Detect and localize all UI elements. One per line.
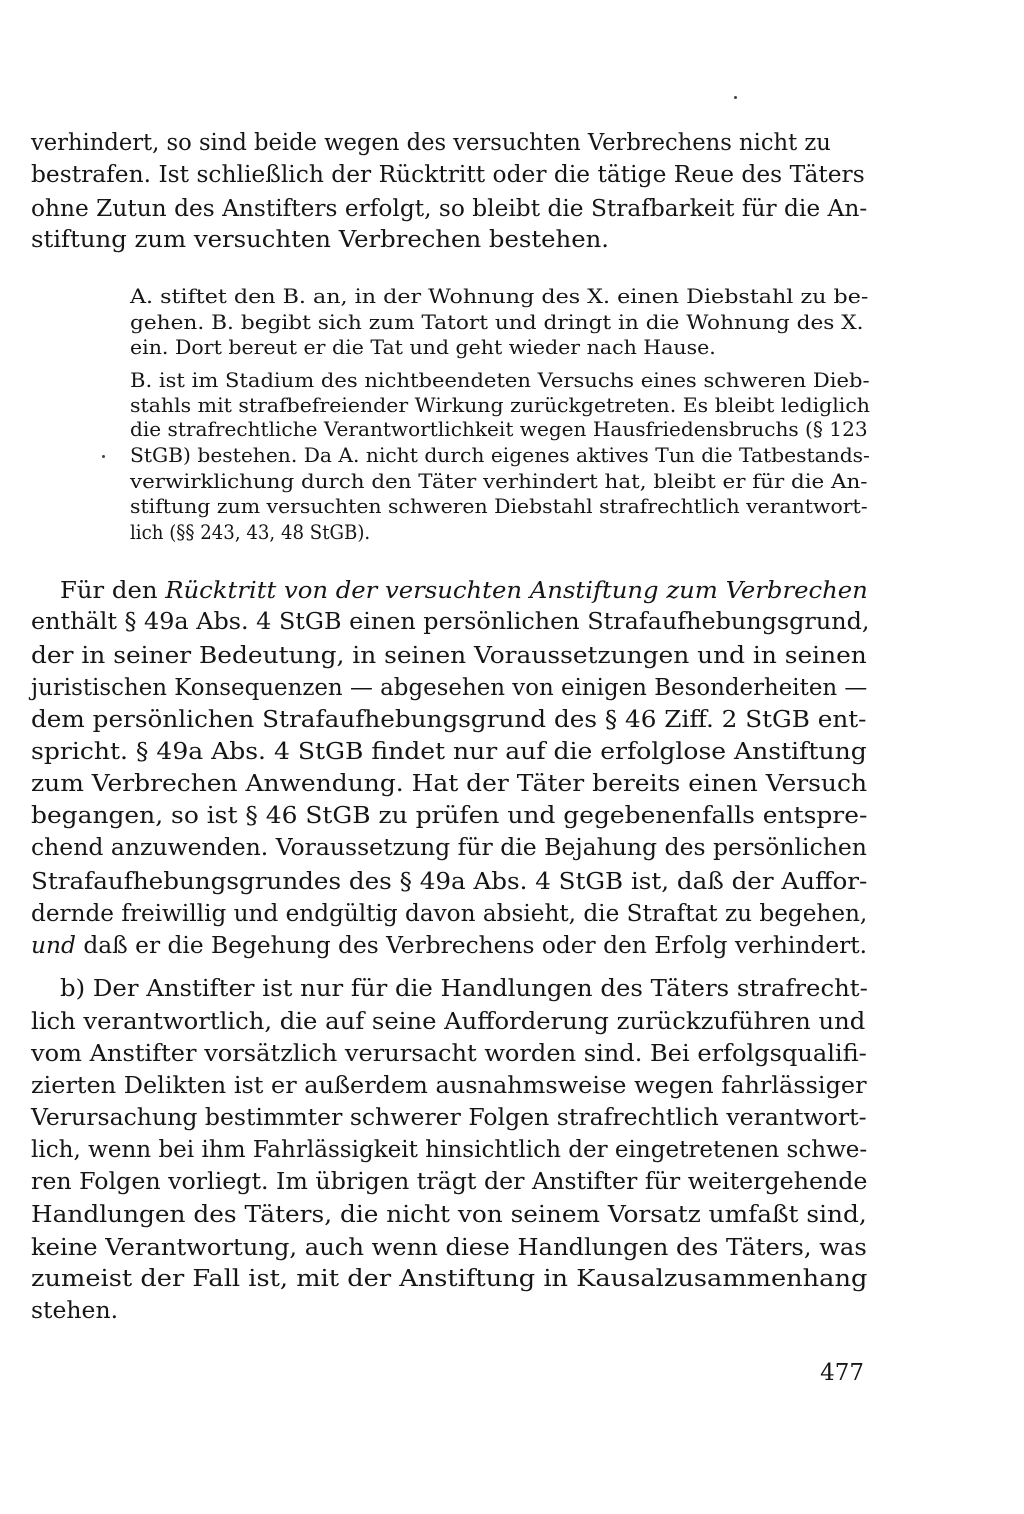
paragraph-3-line: keine Verantwortung, auch wenn diese Handlungen des Täters, was	[31, 1233, 867, 1261]
example-line: A. stiftet den B. an, in der Wohnung des X. einen Diebstahl zu be-	[130, 285, 869, 308]
paragraph-3-line: lich verantwortlich, die auf seine Aufforderung zurückzuführen und	[31, 1007, 866, 1035]
solution-line: lich (§§ 243, 43, 48 StGB).	[130, 521, 371, 544]
solution-line: stiftung zum versuchten schweren Diebstahl strafrechtlich verantwort-	[130, 495, 868, 518]
solution-line: B. ist im Stadium des nichtbeendeten Versuchs eines schweren Dieb-	[130, 369, 870, 392]
paragraph-1-line: stiftung zum versuchten Verbrechen bestehen.	[31, 225, 610, 253]
page-number: 477	[820, 1360, 864, 1386]
paragraph-2-line: chend anzuwenden. Voraussetzung für die Bejahung des persönlichen	[31, 833, 867, 861]
paragraph-3-line: b) Der Anstifter ist nur für die Handlungen des Täters strafrecht-	[60, 974, 868, 1002]
paragraph-3-line: zumeist der Fall ist, mit der Anstiftung in Kausalzusammenhang	[31, 1264, 868, 1292]
paragraph-1-line: bestrafen. Ist schließlich der Rücktritt oder die tätige Reue des Täters	[31, 160, 865, 188]
paragraph-3-line: lich, wenn bei ihm Fahrlässigkeit hinsichtlich der eingetretenen schwe-	[31, 1135, 868, 1163]
paragraph-1-line: ohne Zutun des Anstifters erfolgt, so bleibt die Strafbarkeit für die An-	[31, 194, 868, 222]
example-line: gehen. B. begibt sich zum Tatort und dringt in die Wohnung des X.	[130, 311, 864, 334]
paragraph-3-line: stehen.	[31, 1296, 119, 1324]
paragraph-2-text: Für den	[60, 576, 166, 604]
paragraph-3-line: Verursachung bestimmter schwerer Folgen strafrechtlich verantwort-	[31, 1103, 867, 1131]
paragraph-2-line: dem persönlichen Strafaufhebungsgrund des § 46 Ziff. 2 StGB ent-	[31, 705, 867, 733]
paragraph-3-line: Handlungen des Täters, die nicht von seinem Vorsatz umfaßt sind,	[31, 1200, 867, 1228]
solution-line: stahls mit strafbefreiender Wirkung zurückgetreten. Es bleibt lediglich	[130, 394, 870, 417]
paragraph-2-line	[60, 576, 868, 604]
solution-line: StGB) bestehen. Da A. nicht durch eigenes aktives Tun die Tatbestands-	[130, 444, 870, 467]
paragraph-3-line: ren Folgen vorliegt. Im übrigen trägt der Anstifter für weitergehende	[31, 1167, 868, 1195]
paragraph-2-line: spricht. § 49a Abs. 4 StGB findet nur auf die erfolglose Anstiftung	[31, 737, 867, 765]
paragraph-2-line	[31, 931, 867, 959]
paragraph-1-line: verhindert, so sind beide wegen des versuchten Verbrechens nicht zu	[31, 128, 831, 156]
paragraph-2-line: zum Verbrechen Anwendung. Hat der Täter bereits einen Versuch	[31, 769, 868, 797]
paragraph-3-line: zierten Delikten ist er außerdem ausnahmsweise wegen fahrlässiger	[31, 1071, 867, 1099]
paragraph-2-emphasis: und	[31, 931, 76, 959]
paragraph-2-line: der in seiner Bedeutung, in seinen Voraussetzungen und in seinen	[31, 641, 867, 669]
paragraph-2-line: Strafaufhebungsgrundes des § 49a Abs. 4 StGB ist, daß der Auffor-	[31, 867, 868, 895]
paragraph-2-line: dernde freiwillig und endgültig davon absieht, die Straftat zu begehen,	[31, 899, 868, 927]
print-speck	[102, 455, 105, 458]
print-speck	[734, 96, 737, 99]
paragraph-2-emphasis: Rücktritt von der versuchten Anstiftung zum Verbrechen	[165, 576, 868, 604]
paragraph-2-text: daß er die Begehung des Verbrechens oder den Erfolg verhindert.	[75, 931, 868, 959]
example-line: ein. Dort bereut er die Tat und geht wieder nach Hause.	[130, 336, 716, 359]
paragraph-2-line: enthält § 49a Abs. 4 StGB einen persönlichen Strafaufhebungsgrund,	[31, 607, 870, 635]
solution-line: verwirklichung durch den Täter verhindert hat, bleibt er für die An-	[130, 470, 868, 493]
paragraph-2-line: juristischen Konsequenzen — abgesehen von einigen Besonderheiten —	[31, 673, 868, 701]
paragraph-3-line: vom Anstifter vorsätzlich verursacht worden sind. Bei erfolgsqualifi-	[31, 1039, 867, 1067]
paragraph-2-line: begangen, so ist § 46 StGB zu prüfen und gegebenenfalls entspre-	[31, 801, 868, 829]
solution-line: die strafrechtliche Verantwortlichkeit wegen Hausfriedensbruchs (§ 123	[130, 418, 868, 441]
